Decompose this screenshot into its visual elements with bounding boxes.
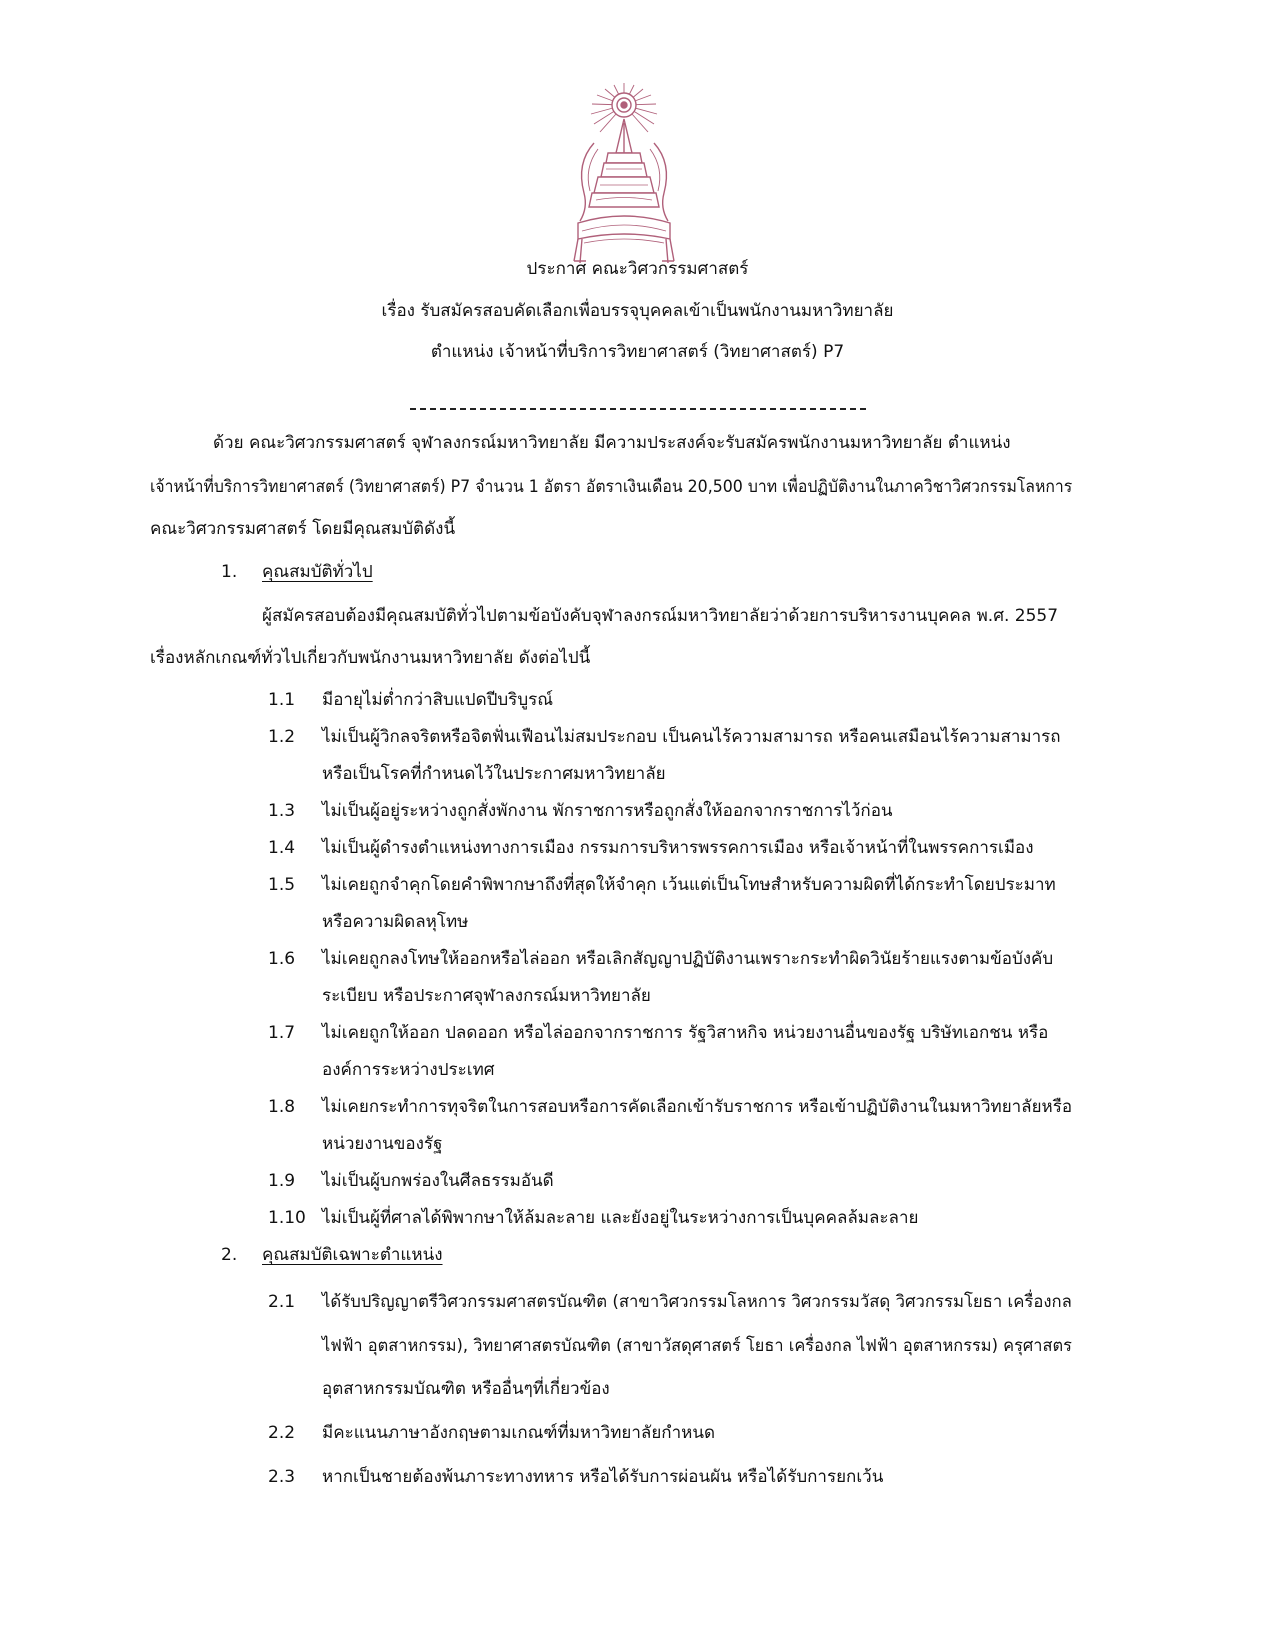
list-item-number: 1.9 <box>268 1171 296 1191</box>
list-item-text: ไม่เคยกระทำการทุจริตในการสอบหรือการคัดเลือกเข้ารับราชการ หรือเข้าปฏิบัติงานในมหาวิทยาลัยหรือ <box>322 1097 1073 1117</box>
list-item-text: ไม่เป็นผู้ที่ศาลได้พิพากษาให้ล้มละลาย และยังอยู่ในระหว่างการเป็นบุคคลล้มละลาย <box>322 1208 919 1228</box>
list-item-number: 1.4 <box>268 838 296 858</box>
intro-line-2: เจ้าหน้าที่บริการวิทยาศาสตร์ (วิทยาศาสตร์) P7 จำนวน 1 อัตรา อัตราเงินเดือน 20,500 บาท เพื่อปฏิบัติงานในภาควิชาวิศวกรรมโลหการ <box>150 477 1073 497</box>
section-1-desc-line-1: ผู้สมัครสอบต้องมีคุณสมบัติทั่วไปตามข้อบังคับจุฬาลงกรณ์มหาวิทยาลัยว่าด้วยการบริหารงานบุคคล พ.ศ. 2557 <box>262 606 1059 626</box>
list-item-text: ไม่เป็นผู้ดำรงตำแหน่งทางการเมือง กรรมการบริหารพรรคการเมือง หรือเจ้าหน้าที่ในพรรคการเมือง <box>322 838 1034 858</box>
section-1-heading: คุณสมบัติทั่วไป <box>262 562 373 582</box>
list-item-number: 1.3 <box>268 801 296 821</box>
list-item-number: 1.8 <box>268 1097 296 1117</box>
intro-line-1: ด้วย คณะวิศวกรรมศาสตร์ จุฬาลงกรณ์มหาวิทยาลัย มีความประสงค์จะรับสมัครพนักงานมหาวิทยาลัย ตำแหน่ง <box>213 433 1011 453</box>
section-1-number: 1. <box>221 562 238 582</box>
university-emblem-icon <box>564 83 684 268</box>
list-item-number: 1.2 <box>268 727 296 747</box>
list-item-text: หากเป็นชายต้องพ้นภาระทางทหาร หรือได้รับการผ่อนผัน หรือได้รับการยกเว้น <box>322 1467 884 1487</box>
list-item-text-cont: อุตสาหกรรมบัณฑิต หรืออื่นๆที่เกี่ยวข้อง <box>322 1379 610 1399</box>
section-2-number: 2. <box>221 1245 238 1265</box>
list-item-text-cont: หน่วยงานของรัฐ <box>322 1134 443 1154</box>
section-1-desc-line-2: เรื่องหลักเกณฑ์ทั่วไปเกี่ยวกับพนักงานมหาวิทยาลัย ดังต่อไปนี้ <box>150 648 591 668</box>
announcement-subject: เรื่อง รับสมัครสอบคัดเลือกเพื่อบรรจุบุคคลเข้าเป็นพนักงานมหาวิทยาลัย <box>381 301 894 321</box>
announcement-title: ประกาศ คณะวิศวกรรมศาสตร์ <box>526 259 749 279</box>
list-item-text: มีคะแนนภาษาอังกฤษตามเกณฑ์ที่มหาวิทยาลัยกำหนด <box>322 1423 716 1443</box>
list-item-text: ไม่เคยถูกให้ออก ปลดออก หรือไล่ออกจากราชการ รัฐวิสาหกิจ หน่วยงานอื่นของรัฐ บริษัทเอกชน หรือ <box>322 1023 1049 1043</box>
list-item-number: 1.5 <box>268 875 296 895</box>
list-item-text: ได้รับปริญญาตรีวิศวกรรมศาสตรบัณฑิต (สาขาวิศวกรรมโลหการ วิศวกรรมวัสดุ วิศวกรรมโยธา เครื่องกล <box>322 1292 1072 1312</box>
list-item-number: 1.1 <box>268 690 296 710</box>
list-item-text-cont: ไฟฟ้า อุตสาหกรรม), วิทยาศาสตรบัณฑิต (สาขาวัสดุศาสตร์ โยธา เครื่องกล ไฟฟ้า อุตสาหกรรม) ครุศาสตร <box>322 1336 1072 1356</box>
intro-line-3: คณะวิศวกรรมศาสตร์ โดยมีคุณสมบัติดังนี้ <box>150 519 456 539</box>
list-item-number: 2.1 <box>268 1292 296 1312</box>
list-item-text-cont: หรือความผิดลหุโทษ <box>322 912 469 932</box>
list-item-text-cont: หรือเป็นโรคที่กำหนดไว้ในประกาศมหาวิทยาลัย <box>322 764 666 784</box>
list-item-text-cont: องค์การระหว่างประเทศ <box>322 1060 495 1080</box>
list-item-text-cont: ระเบียบ หรือประกาศจุฬาลงกรณ์มหาวิทยาลัย <box>322 986 651 1006</box>
section-2-heading: คุณสมบัติเฉพาะตำแหน่ง <box>262 1245 443 1265</box>
announcement-position: ตำแหน่ง เจ้าหน้าที่บริการวิทยาศาสตร์ (วิทยาศาสตร์) P7 <box>430 342 845 362</box>
list-item-text: ไม่เป็นผู้วิกลจริตหรือจิตฟั่นเฟือนไม่สมประกอบ เป็นคนไร้ความสามารถ หรือคนเสมือนไร้ความสามารถ <box>322 727 1061 747</box>
list-item-number: 1.7 <box>268 1023 296 1043</box>
list-item-number: 2.2 <box>268 1423 296 1443</box>
list-item-number: 1.6 <box>268 949 296 969</box>
header-separator <box>410 408 866 410</box>
list-item-text: ไม่เป็นผู้อยู่ระหว่างถูกสั่งพักงาน พักราชการหรือถูกสั่งให้ออกจากราชการไว้ก่อน <box>322 801 893 821</box>
list-item-text: ไม่เคยถูกจำคุกโดยคำพิพากษาถึงที่สุดให้จำคุก เว้นแต่เป็นโทษสำหรับความผิดที่ได้กระทำโดยประมาท <box>322 875 1056 895</box>
list-item-number: 2.3 <box>268 1467 296 1487</box>
list-item-text: ไม่เป็นผู้บกพร่องในศีลธรรมอันดี <box>322 1171 554 1191</box>
list-item-text: ไม่เคยถูกลงโทษให้ออกหรือไล่ออก หรือเลิกสัญญาปฏิบัติงานเพราะกระทำผิดวินัยร้ายแรงตามข้อบังคับ <box>322 949 1054 969</box>
list-item-text: มีอายุไม่ต่ำกว่าสิบแปดปีบริบูรณ์ <box>322 690 554 710</box>
list-item-number: 1.10 <box>268 1208 306 1228</box>
